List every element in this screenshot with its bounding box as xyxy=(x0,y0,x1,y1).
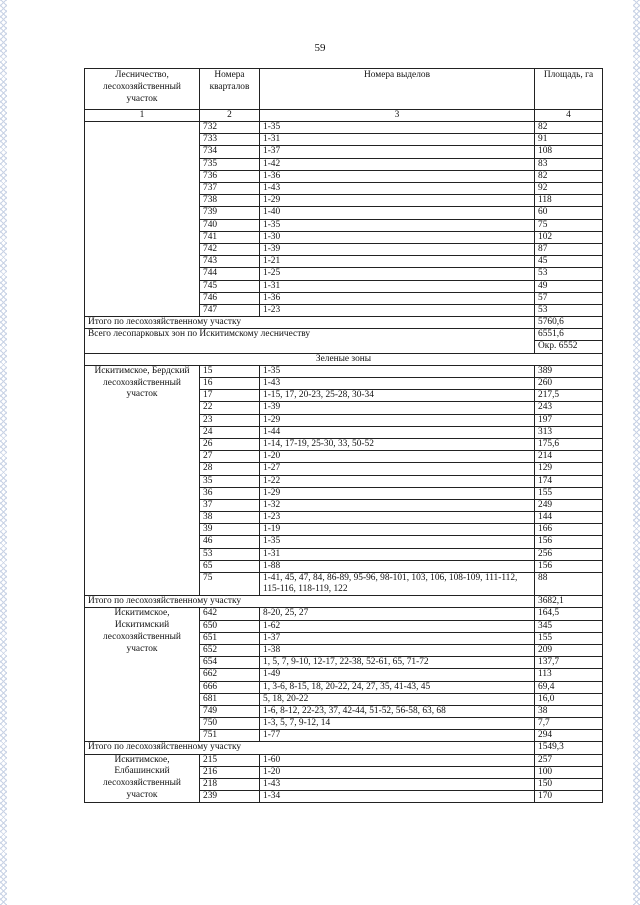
plot-numbers: 1-88 xyxy=(260,560,535,572)
area-value: 82 xyxy=(535,122,603,134)
page-edge-left xyxy=(0,0,7,905)
plot-numbers: 8-20, 25, 27 xyxy=(260,608,535,620)
plot-numbers: 1-6, 8-12, 22-23, 37, 42-44, 51-52, 56-58, 63, 68 xyxy=(260,705,535,717)
quarter-number: 743 xyxy=(200,256,260,268)
quarter-number: 742 xyxy=(200,243,260,255)
area-value: 16,0 xyxy=(535,693,603,705)
section-title-row xyxy=(85,353,603,365)
area-value: 53 xyxy=(535,304,603,316)
subtotal-row xyxy=(85,317,603,329)
area-value: 209 xyxy=(535,644,603,656)
plot-numbers: 1-44 xyxy=(260,426,535,438)
area-value: 249 xyxy=(535,499,603,511)
area-value: 83 xyxy=(535,158,603,170)
area-value: 345 xyxy=(535,620,603,632)
plot-numbers: 1-41, 45, 47, 84, 86-89, 95-96, 98-101, 103, 106, 108-109, 111-112, 115-116, 118-119, 122 xyxy=(260,573,535,596)
plot-numbers: 1-20 xyxy=(260,451,535,463)
area-value: 102 xyxy=(535,231,603,243)
quarter-number: 666 xyxy=(200,681,260,693)
quarter-number: 36 xyxy=(200,487,260,499)
plot-numbers: 1-29 xyxy=(260,195,535,207)
area-value: 175,6 xyxy=(535,438,603,450)
table-header-row xyxy=(85,69,603,110)
area-value: 75 xyxy=(535,219,603,231)
plot-numbers: 1-35 xyxy=(260,536,535,548)
plot-numbers: 1-30 xyxy=(260,231,535,243)
grand-total-row xyxy=(85,329,603,341)
plot-numbers: 1-29 xyxy=(260,487,535,499)
area-value: 108 xyxy=(535,146,603,158)
plot-numbers: 1-14, 17-19, 25-30, 33, 50-52 xyxy=(260,438,535,450)
quarter-number: 737 xyxy=(200,183,260,195)
area-value: 69,4 xyxy=(535,681,603,693)
quarter-number: 39 xyxy=(200,524,260,536)
table-row xyxy=(85,365,603,377)
plot-numbers: 1-40 xyxy=(260,207,535,219)
quarter-number: 749 xyxy=(200,705,260,717)
quarter-number: 650 xyxy=(200,620,260,632)
plot-numbers: 1-27 xyxy=(260,463,535,475)
subtotal-row-value: 3682,1 xyxy=(535,596,603,608)
quarter-number: 22 xyxy=(200,402,260,414)
area-value: 144 xyxy=(535,512,603,524)
plot-numbers: 1-23 xyxy=(260,304,535,316)
area-value: 7,7 xyxy=(535,718,603,730)
area-value: 166 xyxy=(535,524,603,536)
plot-numbers: 1-31 xyxy=(260,134,535,146)
quarter-number: 65 xyxy=(200,560,260,572)
area-value: 197 xyxy=(535,414,603,426)
plot-numbers: 1-31 xyxy=(260,548,535,560)
area-value: 38 xyxy=(535,705,603,717)
quarter-number: 75 xyxy=(200,573,260,596)
area-value: 129 xyxy=(535,463,603,475)
table-row xyxy=(85,754,603,766)
header-quarters: Номера кварталов xyxy=(200,69,260,110)
area-value: 91 xyxy=(535,134,603,146)
area-value: 164,5 xyxy=(535,608,603,620)
quarter-number: 38 xyxy=(200,512,260,524)
quarter-number: 736 xyxy=(200,170,260,182)
quarter-number: 746 xyxy=(200,292,260,304)
quarter-number: 216 xyxy=(200,766,260,778)
plot-numbers: 1-3, 5, 7, 9-12, 14 xyxy=(260,718,535,730)
area-value: 217,5 xyxy=(535,390,603,402)
quarter-number: 642 xyxy=(200,608,260,620)
plot-numbers: 1-43 xyxy=(260,378,535,390)
plot-numbers: 1-39 xyxy=(260,243,535,255)
area-value: 82 xyxy=(535,170,603,182)
area-value: 155 xyxy=(535,632,603,644)
subtotal-row-label: Итого по лесохозяйственному участку xyxy=(85,317,535,329)
area-value: 389 xyxy=(535,365,603,377)
quarter-number: 46 xyxy=(200,536,260,548)
table-body xyxy=(85,122,603,803)
plot-numbers: 1-23 xyxy=(260,512,535,524)
quarter-number: 16 xyxy=(200,378,260,390)
quarter-number: 738 xyxy=(200,195,260,207)
page-edge-right xyxy=(633,0,640,905)
plot-numbers: 1-42 xyxy=(260,158,535,170)
quarter-number: 26 xyxy=(200,438,260,450)
area-value: 45 xyxy=(535,256,603,268)
area-value: 243 xyxy=(535,402,603,414)
column-number: 1 xyxy=(85,110,200,122)
plot-numbers: 1-37 xyxy=(260,632,535,644)
subtotal-row-label: Итого по лесохозяйственному участку xyxy=(85,596,535,608)
quarter-number: 651 xyxy=(200,632,260,644)
plot-numbers: 1-36 xyxy=(260,170,535,182)
quarter-number: 17 xyxy=(200,390,260,402)
forestry-cell: Искитимское, Бердский лесохозяйственный участок xyxy=(85,365,200,595)
quarter-number: 732 xyxy=(200,122,260,134)
quarter-number: 53 xyxy=(200,548,260,560)
quarter-number: 750 xyxy=(200,718,260,730)
section-title: Зеленые зоны xyxy=(85,353,603,365)
plot-numbers: 1-43 xyxy=(260,183,535,195)
page-number: 59 xyxy=(314,42,326,54)
header-forestry: Лесничество, лесохозяйственный участок xyxy=(85,69,200,110)
plot-numbers: 1-38 xyxy=(260,644,535,656)
plot-numbers: 1-62 xyxy=(260,620,535,632)
subtotal-row-value: 1549,3 xyxy=(535,742,603,754)
quarter-number: 681 xyxy=(200,693,260,705)
area-value: 92 xyxy=(535,183,603,195)
quarter-number: 744 xyxy=(200,268,260,280)
quarter-number: 239 xyxy=(200,791,260,803)
grand-total-approx: Окр. 6552 xyxy=(535,341,603,353)
area-value: 87 xyxy=(535,243,603,255)
table-row xyxy=(85,608,603,620)
area-value: 150 xyxy=(535,779,603,791)
plot-numbers: 1-35 xyxy=(260,219,535,231)
forestry-cell xyxy=(85,122,200,317)
area-value: 155 xyxy=(535,487,603,499)
grand-total-value: 6551,6 xyxy=(535,329,603,341)
quarter-number: 652 xyxy=(200,644,260,656)
column-number: 4 xyxy=(535,110,603,122)
area-value: 100 xyxy=(535,766,603,778)
plot-numbers: 1-49 xyxy=(260,669,535,681)
area-value: 294 xyxy=(535,730,603,742)
quarter-number: 751 xyxy=(200,730,260,742)
quarter-number: 28 xyxy=(200,463,260,475)
area-value: 118 xyxy=(535,195,603,207)
plot-numbers: 1, 5, 7, 9-10, 12-17, 22-38, 52-61, 65, 71-72 xyxy=(260,657,535,669)
plot-numbers: 5, 18, 20-22 xyxy=(260,693,535,705)
plot-numbers: 1-21 xyxy=(260,256,535,268)
column-numbers-row xyxy=(85,110,603,122)
subtotal-row xyxy=(85,742,603,754)
subtotal-row xyxy=(85,596,603,608)
area-value: 53 xyxy=(535,268,603,280)
header-area: Площадь, га xyxy=(535,69,603,110)
plot-numbers: 1-35 xyxy=(260,365,535,377)
area-value: 214 xyxy=(535,451,603,463)
subtotal-row-label: Итого по лесохозяйственному участку xyxy=(85,742,535,754)
quarter-number: 215 xyxy=(200,754,260,766)
forestry-cell: Искитимское, Елбашинский лесохозяйственный участок xyxy=(85,754,200,803)
grand-total-label: Всего лесопарковых зон по Искитимскому лесничеству xyxy=(85,329,535,353)
area-value: 174 xyxy=(535,475,603,487)
area-value: 170 xyxy=(535,791,603,803)
area-value: 60 xyxy=(535,207,603,219)
quarter-number: 35 xyxy=(200,475,260,487)
forest-areas-table xyxy=(84,68,603,803)
area-value: 256 xyxy=(535,548,603,560)
header-plots: Номера выделов xyxy=(260,69,535,110)
plot-numbers: 1-35 xyxy=(260,122,535,134)
plot-numbers: 1-19 xyxy=(260,524,535,536)
area-value: 313 xyxy=(535,426,603,438)
plot-numbers: 1-43 xyxy=(260,779,535,791)
quarter-number: 24 xyxy=(200,426,260,438)
column-number: 2 xyxy=(200,110,260,122)
quarter-number: 37 xyxy=(200,499,260,511)
area-value: 49 xyxy=(535,280,603,292)
quarter-number: 745 xyxy=(200,280,260,292)
plot-numbers: 1-20 xyxy=(260,766,535,778)
table-row xyxy=(85,122,603,134)
quarter-number: 739 xyxy=(200,207,260,219)
column-number: 3 xyxy=(260,110,535,122)
quarter-number: 740 xyxy=(200,219,260,231)
area-value: 260 xyxy=(535,378,603,390)
quarter-number: 654 xyxy=(200,657,260,669)
quarter-number: 741 xyxy=(200,231,260,243)
area-value: 88 xyxy=(535,573,603,596)
quarter-number: 23 xyxy=(200,414,260,426)
area-value: 156 xyxy=(535,560,603,572)
plot-numbers: 1-31 xyxy=(260,280,535,292)
plot-numbers: 1-39 xyxy=(260,402,535,414)
quarter-number: 735 xyxy=(200,158,260,170)
plot-numbers: 1-60 xyxy=(260,754,535,766)
plot-numbers: 1, 3-6, 8-15, 18, 20-22, 24, 27, 35, 41-43, 45 xyxy=(260,681,535,693)
quarter-number: 15 xyxy=(200,365,260,377)
forestry-cell: Искитимское, Искитимский лесохозяйственный участок xyxy=(85,608,200,742)
subtotal-row-value: 5760,6 xyxy=(535,317,603,329)
plot-numbers: 1-29 xyxy=(260,414,535,426)
plot-numbers: 1-77 xyxy=(260,730,535,742)
quarter-number: 218 xyxy=(200,779,260,791)
plot-numbers: 1-25 xyxy=(260,268,535,280)
quarter-number: 662 xyxy=(200,669,260,681)
plot-numbers: 1-22 xyxy=(260,475,535,487)
quarter-number: 734 xyxy=(200,146,260,158)
quarter-number: 747 xyxy=(200,304,260,316)
area-value: 257 xyxy=(535,754,603,766)
plot-numbers: 1-15, 17, 20-23, 25-28, 30-34 xyxy=(260,390,535,402)
plot-numbers: 1-37 xyxy=(260,146,535,158)
area-value: 137,7 xyxy=(535,657,603,669)
quarter-number: 733 xyxy=(200,134,260,146)
area-value: 156 xyxy=(535,536,603,548)
plot-numbers: 1-36 xyxy=(260,292,535,304)
plot-numbers: 1-32 xyxy=(260,499,535,511)
plot-numbers: 1-34 xyxy=(260,791,535,803)
area-value: 113 xyxy=(535,669,603,681)
area-value: 57 xyxy=(535,292,603,304)
quarter-number: 27 xyxy=(200,451,260,463)
